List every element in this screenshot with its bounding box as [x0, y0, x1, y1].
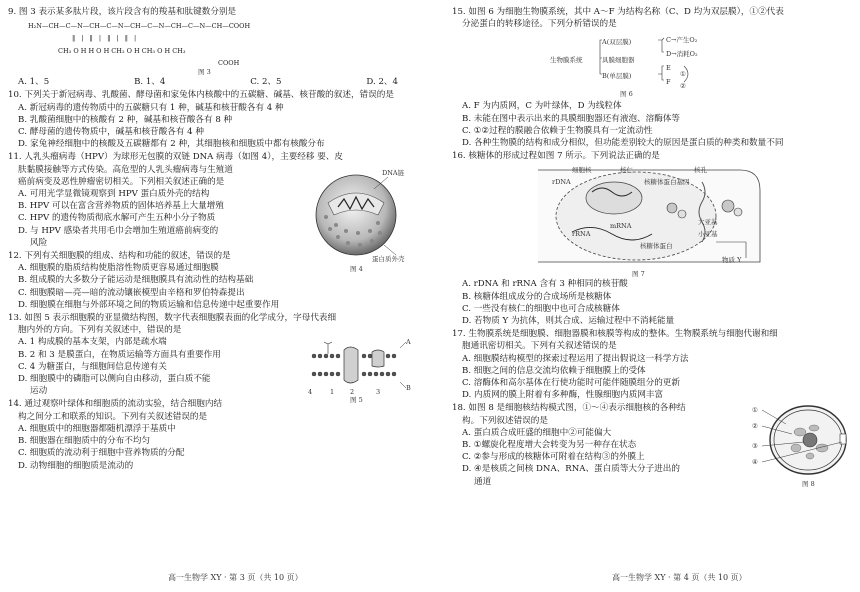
option-a: A. 可用光学显微镜观察到 HPV 蛋白质外壳的结构	[18, 189, 210, 200]
page-footer-left: 高一生物学 XY · 第 3 页（共 10 页）	[168, 572, 303, 582]
option-c: C. 一些没有核仁的细胞中也可合成核糖体	[462, 303, 620, 314]
option-a: A. 细胞膜的脂质结构使脂溶性物质更容易通过细胞膜	[18, 263, 219, 274]
formula-row: ‖ | ‖ | ‖ | ‖ |	[72, 34, 139, 43]
structure-number: ②	[752, 422, 758, 431]
figure-caption: 图 7	[632, 270, 645, 279]
figure-8-nucleus	[752, 400, 852, 489]
label-nuclear-pore: 核孔	[694, 166, 707, 175]
structure-number: ③	[752, 442, 758, 451]
option-c: C. 细胞质的流动利于细胞中营养物质的分配	[18, 448, 185, 459]
option-a: A. 蛋白质合成旺盛的细胞中②可能偏大	[462, 427, 612, 438]
option-c: C. 溶酶体和高尔基体在行使功能时可能伴随膜组分的更新	[462, 378, 680, 389]
node-c: C→产生O₂	[666, 36, 698, 45]
structure-number: 2	[350, 388, 355, 397]
question-stem-line: 胞通讯密切相关。下列有关叙述错误的是	[462, 341, 617, 352]
option-d-continued: 通道	[474, 476, 492, 487]
option-d: D. 家兔神经细胞中的核酸及五碳糖都有 2 种，其细胞核和细胞质中都有核酸分布	[18, 139, 325, 150]
option-d: D. 与 HPV 感染者共用毛巾会增加生殖道癌前病变的	[18, 225, 219, 236]
cell-membrane-diagram	[308, 336, 412, 392]
pathway-1: ①	[680, 70, 686, 79]
question-18	[452, 402, 856, 487]
question-stem-line: 构之间分工和联系的知识。下列有关叙述错误的是	[18, 411, 208, 422]
figure-5-membrane	[308, 336, 412, 405]
figure-caption: 图 4	[350, 265, 363, 274]
question-16	[452, 150, 856, 327]
option-c: C. 2、5	[250, 77, 282, 88]
option-c: C. 酵母菌的遗传物质中，碱基和核苷酸各有 4 种	[18, 127, 204, 138]
question-stem-line: 构。下列叙述错误的是	[462, 415, 548, 426]
node-d: D→消耗O₂	[666, 50, 698, 59]
node-a: A(双层膜)	[602, 38, 632, 47]
protein-coat-label: 蛋白质外壳	[372, 255, 405, 264]
option-a: A. 细胞质中的细胞器都随机漂浮于基质中	[18, 423, 176, 434]
root-node: 生物膜系统	[550, 56, 583, 65]
page-footer-right: 高一生物学 XY · 第 4 页（共 10 页）	[612, 572, 747, 582]
option-a: A. rDNA 和 rRNA 含有 3 种相同的核苷酸	[462, 279, 628, 290]
question-15	[452, 6, 856, 149]
option-d: D. ④是核质之间核 DNA、RNA、蛋白质等大分子进出的	[462, 464, 680, 475]
side-label-a: A	[406, 338, 411, 347]
option-d: D. 2、4	[366, 77, 398, 88]
dna-strand-label: DNA链	[382, 169, 405, 178]
structure-number: ①	[752, 406, 758, 415]
option-b: B. 组成膜的大多数分子能运动是细胞膜具有流动性的结构基础	[18, 275, 254, 286]
option-b: B. 2 和 3 是膜蛋白，在物质运输等方面具有重要作用	[18, 349, 221, 360]
figure-caption: 图 5	[350, 396, 363, 405]
option-a: A. 1、5	[18, 77, 50, 88]
question-stem-line: 11. 人乳头瘤病毒（HPV）为球形无包膜的双链 DNA 病毒（如图 4），主要经移 要、皮	[8, 152, 343, 163]
question-stem: 12. 下列有关细胞膜的组成、结构和功能的叙述，错误的是	[8, 251, 231, 262]
structure-number: 4	[308, 388, 313, 397]
label-mrna: mRNA	[610, 222, 632, 231]
label-gene: 核糖体蛋白基因	[644, 178, 690, 187]
option-d: D. 细胞膜在细胞与外部环境之间的物质运输和信息传递中起重要作用	[18, 299, 280, 310]
option-d: D. 若物质 Y 为抗体，则其合成、运输过程中不消耗能量	[462, 316, 675, 327]
question-stem-line: 15. 如图 6 为细胞生物膜系统，其中 A～F 为结构名称（C、D 均为双层膜），①②代表	[452, 7, 784, 17]
figure-7	[452, 162, 856, 278]
label-substance-y: 物质 Y	[722, 256, 742, 265]
node-e: E	[666, 64, 671, 73]
label-rrna: rRNA	[572, 230, 591, 239]
option-d-continued: 风险	[30, 237, 48, 248]
structure-number: 3	[376, 388, 381, 397]
question-stem-line: 分泌蛋白的转移途径。下列分析错误的是	[462, 19, 617, 30]
question-stem-line: 癌前病变及恶性肿瘤密切相关。下列相关叙述正确的是	[18, 176, 225, 187]
label-small-subunit: 小亚基	[698, 230, 718, 239]
structure-number: ④	[752, 458, 758, 467]
option-d: D. 内质网的膜上附着有多种酶，性腺细胞内质网丰富	[462, 390, 664, 401]
option-d: D. 各种生物膜的结构和成分相似，但功能差别较大的原因是蛋白质的种类和数量不同	[462, 138, 784, 149]
label-nucleus: 细胞核	[572, 166, 592, 175]
option-c: C. 4 为糖蛋白，与细胞间信息传递有关	[18, 361, 167, 372]
figure-4-hpv	[308, 163, 412, 273]
option-c: C. 细胞膜暗—亮—暗的流动镶嵌模型由辛格和罗伯特森提出	[18, 287, 245, 298]
question-stem-line: 13. 如图 5 表示细胞膜的亚显微结构图，数字代表细胞膜表面的化学成分，字母代表细	[8, 313, 337, 324]
formula-row: COOH	[218, 58, 240, 67]
figure-caption: 图 8	[802, 480, 815, 489]
label-nucleolus: 核仁	[620, 166, 633, 175]
figure-caption: 图 3	[198, 68, 211, 77]
left-column	[8, 6, 412, 473]
option-d: D. 动物细胞的细胞质是流动的	[18, 460, 134, 471]
node-b: 具膜细胞器	[602, 56, 635, 65]
option-a: A. 细胞膜结构模型的探索过程运用了提出假说这一科学方法	[462, 353, 689, 364]
side-label-b: B	[406, 384, 411, 393]
nucleus-structure-diagram	[752, 400, 852, 478]
question-stem-line: 肤黏膜接触等方式传染。高危型的人乳头瘤病毒与生殖道	[18, 164, 233, 175]
figure-6	[452, 30, 856, 100]
formula-row: H₂N—CH—C—N—CH—C—N—CH—C—N—CH—C—N—CH—COOH	[28, 22, 251, 31]
option-b: B. HPV 可以在富含营养物质的固体培养基上大量增殖	[18, 201, 224, 212]
question-stem: 10. 下列关于新冠病毒、乳酸菌、酵母菌和家兔体内核酸中的五碳糖、碱基、核苷酸的叙述，错误的是	[8, 90, 394, 101]
question-stem: 9. 图 3 表示某多肽片段，该片段含有的羧基和肽键数分别是	[8, 7, 237, 17]
question-stem-line: 14. 通过观察叶绿体和细胞质的流动实验，结合细胞内结	[8, 399, 223, 410]
question-17	[452, 328, 856, 401]
question-10	[8, 89, 412, 150]
option-b: B. 核糖体组成成分的合成场所是核糖体	[462, 291, 612, 302]
option-c: C. ②参与形成的核糖体可附着在结构③的外膜上	[462, 452, 645, 463]
question-9	[8, 6, 412, 88]
option-b: B. 乳酸菌细胞中的核酸有 2 种，碱基和核苷酸各有 8 种	[18, 114, 233, 125]
option-b: B. 细胞器在细胞质中的分布不均匀	[18, 436, 151, 447]
option-b: B. 未能在图中表示出来的具膜细胞器还有液泡、溶酶体等	[462, 113, 681, 124]
figure-caption: 图 6	[620, 90, 633, 99]
option-d: D. 细胞膜中的磷脂可以侧向自由移动，蛋白质不能	[18, 374, 211, 385]
question-14	[8, 398, 412, 471]
question-stem-line: 胞内外的方向。下列有关叙述中，错误的是	[18, 325, 182, 336]
node-f: F	[666, 78, 671, 87]
label-protein: 核糖体蛋白	[640, 242, 673, 251]
right-column	[452, 6, 856, 489]
peptide-formula	[28, 20, 250, 69]
pathway-2: ②	[680, 82, 686, 91]
option-c: C. HPV 的遗传物质彻底水解可产生五种小分子物质	[18, 213, 216, 224]
option-c: C. ①②过程的膜融合依赖于生物膜具有一定流动性	[462, 125, 653, 136]
option-a: A. F 为内质网，C 为叶绿体，D 为线粒体	[462, 101, 622, 112]
node-bsingle: B(单层膜)	[602, 72, 632, 81]
option-b: B. 细胞之间的信息交流均依赖于细胞膜上的受体	[462, 365, 646, 376]
option-b: B. 1、4	[134, 77, 166, 88]
question-stem-line: 18. 如图 8 是细胞核结构模式图，①～④表示细胞核的各种结	[452, 403, 686, 414]
option-a: A. 新冠病毒的遗传物质中的五碳糖只有 1 种，碱基和核苷酸各有 4 种	[18, 102, 284, 113]
option-a: A. 1 构成膜的基本支架，内部是疏水端	[18, 337, 167, 348]
question-stem: 16. 核糖体的形成过程如图 7 所示。下列说法正确的是	[452, 151, 660, 162]
label-big-subunit: 大亚基	[698, 218, 718, 227]
label-rdna: rDNA	[552, 178, 571, 187]
question-stem-line: 17. 生物膜系统是细胞膜、细胞器膜和核膜等构成的整体。生物膜系统与细胞代谢和细	[452, 329, 778, 340]
figure-6-connectors	[588, 30, 698, 90]
option-b: B. ①螺旋化程度增大会转变为另一种存在状态	[462, 440, 637, 451]
structure-number: 1	[330, 388, 335, 397]
option-d-continued: 运动	[30, 386, 48, 397]
formula-row: CH₃ O H H O H CH₂ O H CH₃ O H CH₃	[58, 46, 186, 55]
figure-3	[8, 18, 412, 76]
